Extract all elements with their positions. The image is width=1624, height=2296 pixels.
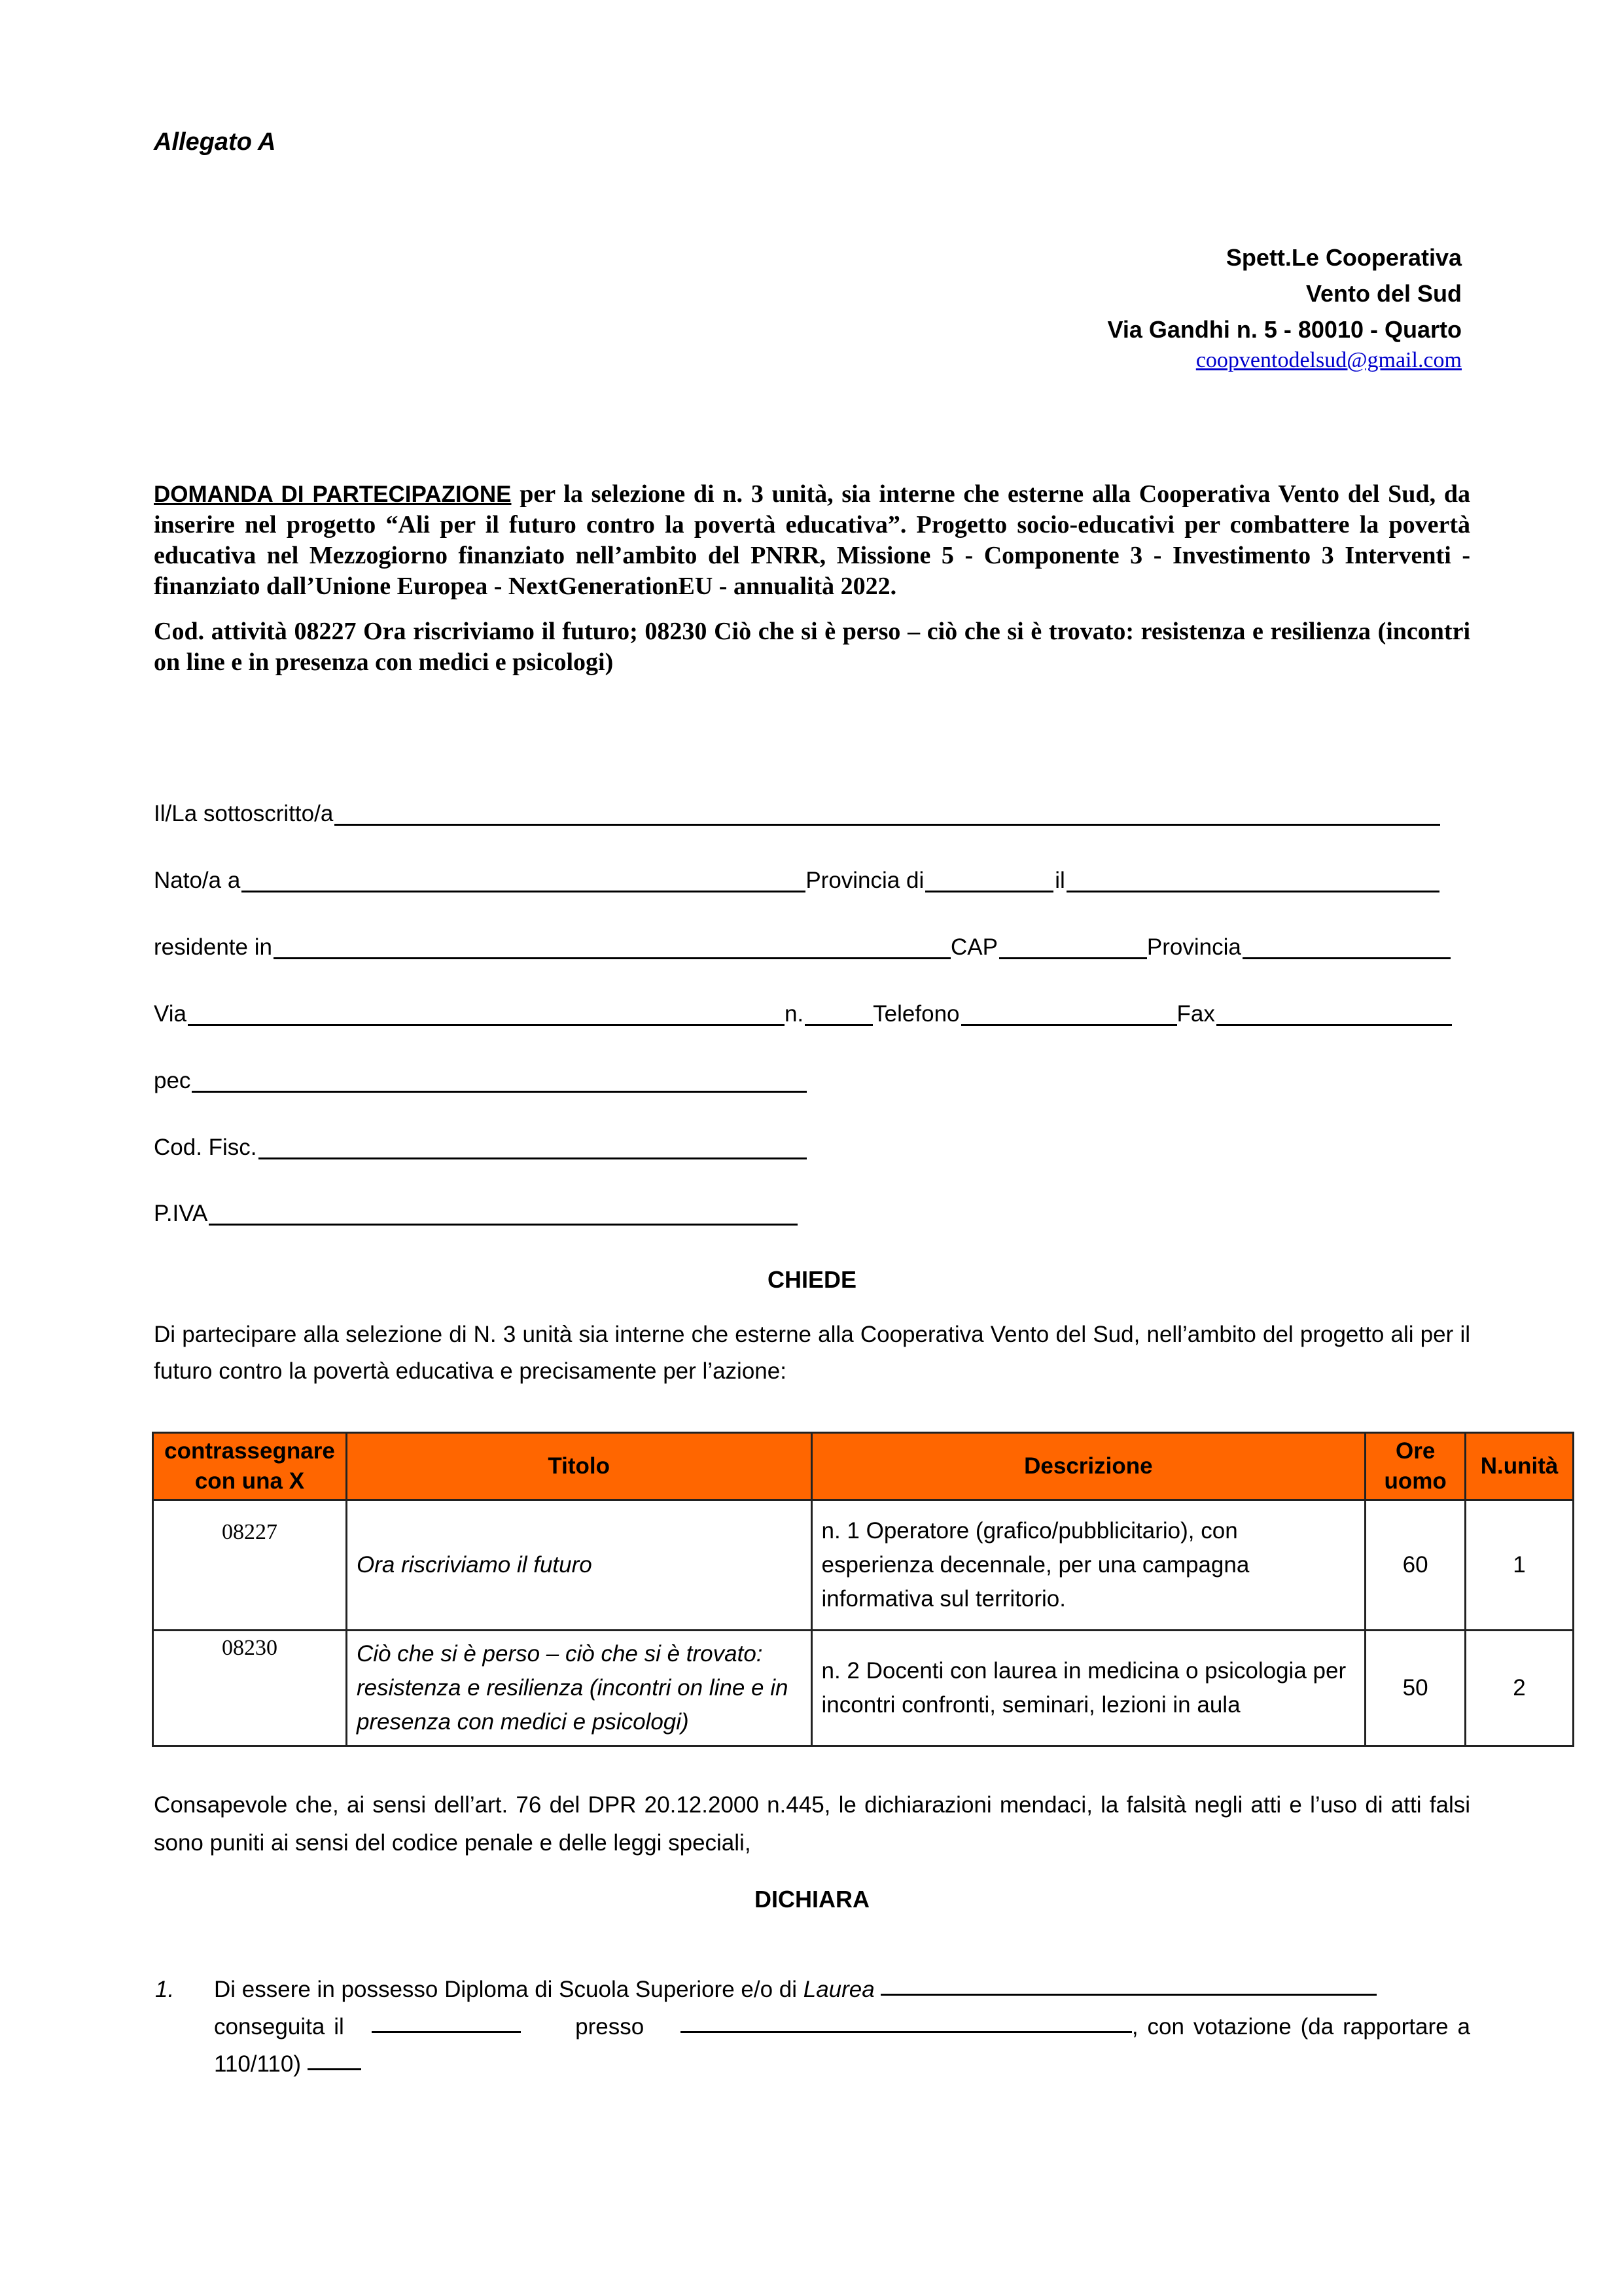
il-label: il <box>1055 868 1065 893</box>
data-conseguimento-input[interactable] <box>372 2011 521 2033</box>
field-row-nascita <box>154 865 1439 894</box>
table-row <box>153 1500 1574 1631</box>
telefono-label: Telefono <box>873 1001 960 1027</box>
action-checkbox-cell-08230[interactable]: 08230 <box>153 1631 347 1746</box>
provincia-di-input[interactable] <box>925 868 1053 892</box>
cap-label: CAP <box>950 934 998 960</box>
field-row-piva <box>154 1198 798 1227</box>
piva-input[interactable] <box>209 1201 798 1226</box>
field-row-pec <box>154 1065 807 1094</box>
action-n-unita: 2 <box>1466 1631 1574 1746</box>
nato-a-input[interactable] <box>241 868 805 892</box>
item-text-votazione: , con votazione (da rapportare a 110/110) <box>214 2014 1471 2077</box>
item-text-conseguita: conseguita il <box>214 2014 344 2040</box>
item-text-laurea: Laurea <box>803 1977 875 2002</box>
item-text-diploma: Di essere in possesso Diploma di Scuola Superiore e/o di <box>214 1977 803 2002</box>
action-n-unita: 1 <box>1466 1500 1574 1631</box>
presso-input[interactable] <box>680 2011 1132 2033</box>
chiede-intro: Di partecipare alla selezione di N. 3 unità sia interne che esterne alla Cooperativa Vento del Sud, nell’ambito del progetto ali per il futuro contro la povertà educativa e precisamente per l’azione: <box>154 1322 1470 1384</box>
action-ore-uomo: 60 <box>1366 1500 1466 1631</box>
column-header-ore-uomo: Ore uomo <box>1366 1433 1466 1500</box>
data-nascita-input[interactable] <box>1067 868 1439 892</box>
action-ore-uomo: 50 <box>1366 1631 1466 1746</box>
votazione-input[interactable] <box>308 2049 361 2070</box>
dichiara-heading: DICHIARA <box>754 1886 870 1913</box>
piva-label: P.IVA <box>154 1201 208 1226</box>
item-text-presso: presso <box>575 2014 644 2040</box>
item-number: 1. <box>155 1977 175 2002</box>
activity-codes: Cod. attività 08227 Ora riscriviamo il futuro; 08230 Ciò che si è perso – ciò che si è trovato: resistenza e resilienza (incontri on line e in presenza con medici e psicologi) <box>154 618 1470 676</box>
action-description: n. 2 Docenti con laurea in medicina o psicologia per incontri confronti, seminari, lezioni in aula <box>811 1631 1366 1746</box>
column-header-titolo: Titolo <box>346 1433 811 1500</box>
cap-input[interactable] <box>999 935 1147 959</box>
field-row-residenza <box>154 932 1451 961</box>
provincia-input[interactable] <box>1243 935 1451 959</box>
action-description: n. 1 Operatore (grafico/pubblicitario), con esperienza decennale, per una campagna informativa sul territorio. <box>811 1500 1366 1631</box>
nato-a-label: Nato/a a <box>154 868 241 893</box>
residente-in-label: residente in <box>154 934 272 960</box>
addressee-line-3: Via Gandhi n. 5 - 80010 - Quarto <box>1107 316 1462 343</box>
column-header-contrassegnare: contrassegnare con una X <box>153 1433 347 1500</box>
pec-input[interactable] <box>192 1069 807 1093</box>
fax-label: Fax <box>1176 1001 1215 1027</box>
action-title: Ciò che si è perso – ciò che si è trovato: resistenza e resilienza (incontri on line e in presenza con medici e psicologi) <box>346 1631 811 1746</box>
table-header-row <box>153 1433 1574 1500</box>
action-checkbox-cell-08227[interactable]: 08227 <box>153 1500 347 1631</box>
column-header-n-unita: N.unità <box>1466 1433 1574 1500</box>
cod-fisc-label: Cod. Fisc. <box>154 1135 257 1160</box>
field-row-sottoscritto <box>154 798 1440 827</box>
chiede-heading <box>0 1266 1624 1294</box>
title-body: per la selezione di n. 3 unità, sia interne che esterne alla Cooperativa Vento del Sud, da inserire nel progetto “Ali per il futuro contro la povertà educativa”. Progetto socio-educativi per combattere la povertà educativa nel Mezzogiorno finanziato nell’ambito del PNRR, Missione 5 - Componente 3 - Investimento 3 Interventi - finanziato dall’Unione Europea - NextGenerationEU - annualità 2022. <box>154 480 1471 600</box>
provincia-label: Provincia <box>1146 934 1241 960</box>
attachment-label: Allegato A <box>154 128 276 156</box>
cod-fisc-input[interactable] <box>258 1135 807 1159</box>
laurea-input[interactable] <box>881 1974 1377 1996</box>
actions-table <box>152 1432 1574 1747</box>
addressee-block <box>1108 239 1462 374</box>
addressee-line-2: Vento del Sud <box>1305 280 1462 307</box>
addressee-line-1: Spett.Le Cooperativa <box>1226 244 1462 271</box>
via-label: Via <box>154 1001 186 1027</box>
numero-input[interactable] <box>805 1002 873 1026</box>
pec-label: pec <box>154 1068 191 1093</box>
chiede-heading-text: CHIEDE <box>767 1266 857 1293</box>
residente-in-input[interactable] <box>274 935 951 959</box>
application-title <box>154 479 1470 602</box>
provincia-di-label: Provincia di <box>805 868 925 893</box>
action-title: Ora riscriviamo il futuro <box>346 1500 811 1631</box>
consapevole-paragraph: Consapevole che, ai sensi dell’art. 76 del DPR 20.12.2000 n.445, le dichiarazioni mendaci, la falsità negli atti e l’uso di atti falsi sono puniti ai sensi del codice penale e delle leggi speciali, <box>154 1792 1470 1856</box>
telefono-input[interactable] <box>961 1002 1177 1026</box>
sottoscritto-label: Il/La sottoscritto/a <box>154 801 334 826</box>
via-input[interactable] <box>188 1002 785 1026</box>
item-body <box>214 1971 1470 2083</box>
field-row-cod-fisc <box>154 1132 807 1161</box>
fax-input[interactable] <box>1216 1002 1452 1026</box>
numero-label: n. <box>784 1001 804 1027</box>
addressee-email-link[interactable]: coopventodelsud@gmail.com <box>1195 348 1462 372</box>
sottoscritto-input[interactable] <box>334 802 1440 826</box>
table-row <box>153 1631 1574 1746</box>
field-row-indirizzo <box>154 998 1452 1027</box>
column-header-descrizione: Descrizione <box>811 1433 1366 1500</box>
title-lead: DOMANDA DI PARTECIPAZIONE <box>154 482 512 507</box>
